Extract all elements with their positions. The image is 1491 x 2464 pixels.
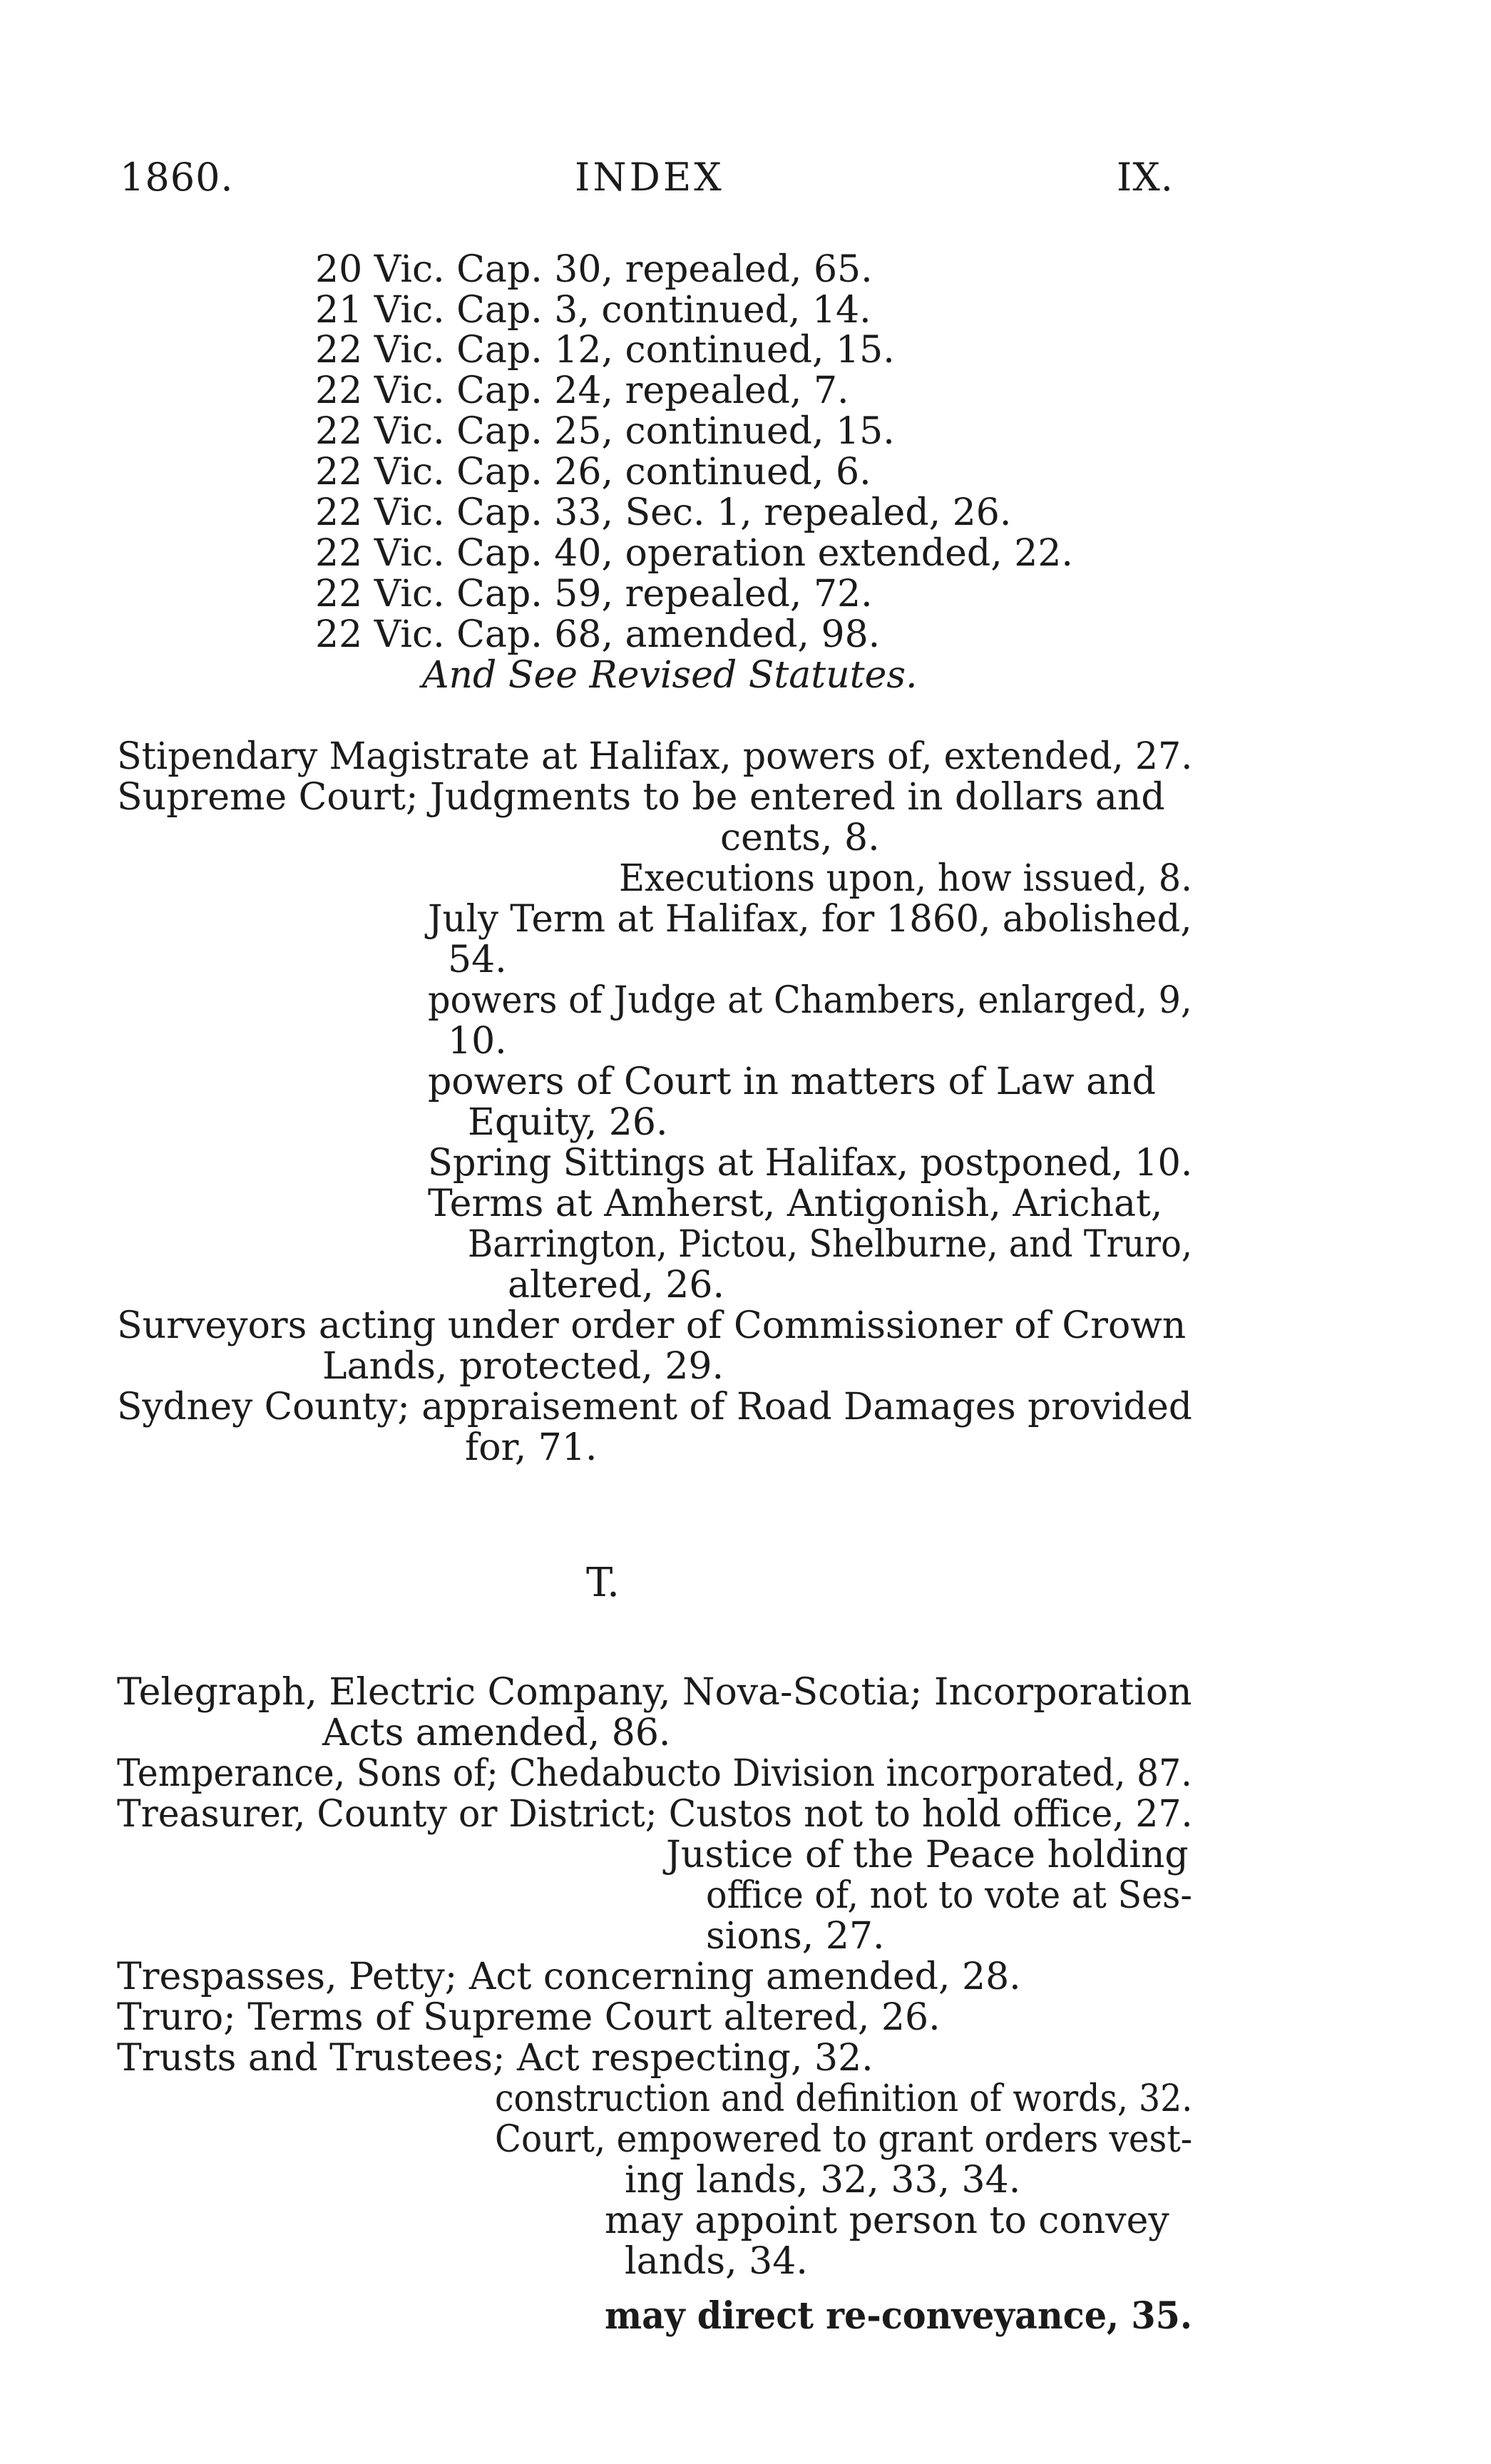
statute-entry: 22 Vic. Cap. 25, continued, 15. bbox=[315, 410, 895, 453]
see-also-note: And See Revised Statutes. bbox=[422, 654, 918, 697]
index-subentry: Court, empowered to grant orders vest- bbox=[495, 2118, 1193, 2161]
index-entry-continuation: Equity, 26. bbox=[468, 1101, 668, 1144]
index-entry: Telegraph, Electric Company, Nova-Scotia; Incorporation bbox=[117, 1671, 1192, 1714]
index-subentry: Spring Sittings at Halifax, postponed, 10. bbox=[428, 1142, 1193, 1185]
index-subentry: powers of Judge at Chambers, enlarged, 9, bbox=[428, 979, 1192, 1022]
section-letter: T. bbox=[586, 1560, 620, 1606]
index-entry-continuation: 10. bbox=[448, 1020, 507, 1063]
header-page-number: IX. bbox=[1117, 155, 1174, 200]
statute-entry: 21 Vic. Cap. 3, continued, 14. bbox=[315, 289, 871, 332]
index-entry-continuation: 54. bbox=[448, 939, 507, 981]
statute-entry: 22 Vic. Cap. 68, amended, 98. bbox=[315, 613, 881, 656]
index-entry: Truro; Terms of Supreme Court altered, 26. bbox=[117, 1996, 941, 2039]
index-entry-continuation: altered, 26. bbox=[508, 1264, 724, 1307]
index-entry: Supreme Court; Judgments to be entered in dollars and bbox=[117, 776, 1165, 819]
statute-entry: 22 Vic. Cap. 12, continued, 15. bbox=[315, 329, 895, 372]
statute-entry: 22 Vic. Cap. 59, repealed, 72. bbox=[315, 573, 873, 615]
index-entry-continuation: for, 71. bbox=[465, 1426, 598, 1469]
index-subentry: Justice of the Peace holding bbox=[666, 1834, 1189, 1876]
index-entry: Trespasses, Petty; Act concerning amended, 28. bbox=[117, 1956, 1021, 1998]
index-entry-continuation: cents, 8. bbox=[720, 817, 880, 859]
statute-entry: 22 Vic. Cap. 33, Sec. 1, repealed, 26. bbox=[315, 491, 1012, 534]
header-title: INDEX bbox=[575, 155, 724, 200]
index-subentry: construction and definition of words, 32. bbox=[495, 2077, 1193, 2120]
index-entry: Sydney County; appraisement of Road Damages provided bbox=[117, 1386, 1192, 1428]
index-entry: Temperance, Sons of; Chedabucto Division incorporated, 87. bbox=[117, 1752, 1192, 1795]
index-subentry: July Term at Halifax, for 1860, abolished, bbox=[428, 898, 1192, 941]
index-entry-continuation: lands, 34. bbox=[625, 2240, 808, 2283]
index-entry: Trusts and Trustees; Act respecting, 32. bbox=[117, 2037, 873, 2080]
index-subentry: powers of Court in matters of Law and bbox=[428, 1060, 1156, 1103]
index-entry-continuation: office of, not to vote at Ses- bbox=[706, 1874, 1192, 1917]
index-entry: Treasurer, County or District; Custos not to hold office, 27. bbox=[117, 1793, 1193, 1836]
statute-entry: 22 Vic. Cap. 24, repealed, 7. bbox=[315, 369, 849, 412]
header-year: 1860. bbox=[120, 155, 234, 200]
index-entry-continuation: Lands, protected, 29. bbox=[322, 1345, 724, 1388]
index-subentry: Executions upon, how issued, 8. bbox=[619, 857, 1192, 900]
index-entry-continuation: ing lands, 32, 33, 34. bbox=[625, 2159, 1021, 2202]
index-entry: Surveyors acting under order of Commissioner of Crown bbox=[117, 1304, 1187, 1347]
statute-entry: 22 Vic. Cap. 40, operation extended, 22. bbox=[315, 532, 1073, 575]
index-subentry: may appoint person to convey bbox=[605, 2199, 1169, 2242]
statute-entry: 20 Vic. Cap. 30, repealed, 65. bbox=[315, 248, 873, 291]
index-entry: Stipendary Magistrate at Halifax, powers of, extended, 27. bbox=[117, 735, 1193, 778]
statute-entry: 22 Vic. Cap. 26, continued, 6. bbox=[315, 451, 871, 494]
index-entry-continuation: Barrington, Pictou, Shelburne, and Truro, bbox=[468, 1223, 1193, 1266]
index-entry-continuation: sions, 27. bbox=[706, 1915, 885, 1958]
index-entry-continuation: Acts amended, 86. bbox=[322, 1712, 671, 1754]
index-subentry: Terms at Amherst, Antigonish, Arichat, bbox=[428, 1182, 1163, 1225]
index-subentry: may direct re-conveyance, 35. bbox=[605, 2294, 1193, 2338]
